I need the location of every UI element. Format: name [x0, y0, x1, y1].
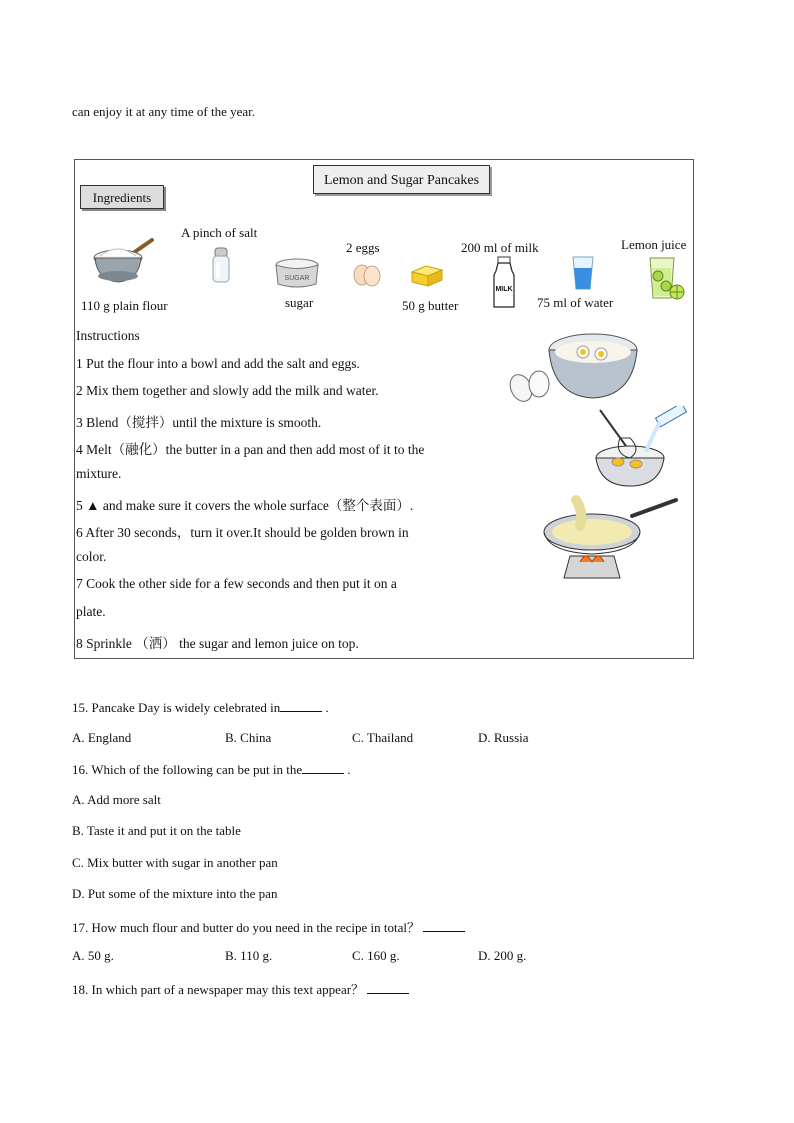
- option-d: D. Put some of the mixture into the pan: [72, 886, 278, 901]
- option-c: C. Mix butter with sugar in another pan: [72, 855, 278, 870]
- instruction-step: 4 Melt（融化）the butter in a pan and then add most of it to the: [76, 442, 425, 457]
- milk-bottle-icon: [490, 255, 518, 311]
- lemon-juice-icon: [644, 254, 686, 302]
- milk-label: 200 ml of milk: [461, 240, 539, 255]
- answer-blank[interactable]: [367, 981, 409, 994]
- instruction-step: 3 Blend（搅拌）until the mixture is smooth.: [76, 415, 322, 430]
- lemon-label: Lemon juice: [621, 237, 687, 252]
- answer-blank[interactable]: [302, 761, 344, 774]
- question-stem: 18. In which part of a newspaper may this text appear？: [72, 982, 365, 997]
- milk-bottle-text: MILK: [495, 286, 513, 293]
- question-stem: 17. How much flour and butter do you need in the recipe in total？: [72, 920, 421, 935]
- option-a: A. England: [72, 730, 132, 745]
- answer-blank[interactable]: [423, 919, 465, 932]
- question-stem: 15. Pancake Day is widely celebrated in: [72, 700, 281, 715]
- option-d: D. Russia: [478, 730, 529, 745]
- instruction-step: 5 ▲ and make sure it covers the whole surface（整个表面）.: [76, 498, 414, 513]
- water-label: 75 ml of water: [537, 295, 614, 310]
- sugar-jar-icon: [274, 256, 320, 290]
- intro-text: can enjoy it at any time of the year.: [72, 104, 256, 119]
- butter-label: 50 g butter: [402, 298, 459, 313]
- instructions-label: Instructions: [76, 328, 140, 343]
- instruction-step: plate.: [76, 604, 106, 619]
- sugar-label: sugar: [285, 295, 314, 310]
- question-17: [72, 917, 465, 936]
- question-16: [72, 761, 351, 778]
- question-end: .: [325, 700, 329, 715]
- answer-blank[interactable]: [280, 699, 322, 712]
- butter-icon: [408, 258, 446, 290]
- recipe-title: Lemon and Sugar Pancakes: [313, 165, 490, 194]
- instruction-step: 1 Put the flour into a bowl and add the salt and eggs.: [76, 356, 360, 371]
- sugar-jar-text: SUGAR: [284, 275, 310, 282]
- flour-bowl-icon: [92, 236, 156, 286]
- option-b: B. 110 g.: [225, 948, 273, 963]
- option-c: C. 160 g.: [352, 948, 400, 963]
- question-15: [72, 699, 329, 716]
- instruction-step: 2 Mix them together and slowly add the milk and water.: [76, 383, 379, 398]
- option-b: B. Taste it and put it on the table: [72, 823, 241, 838]
- frying-pan-illustration: [540, 492, 680, 590]
- question-18: [72, 979, 409, 998]
- salt-label: A pinch of salt: [181, 225, 258, 240]
- option-a: A. Add more salt: [72, 792, 161, 807]
- eggs-label: 2 eggs: [346, 240, 380, 255]
- eggs-icon: [352, 260, 382, 288]
- water-glass-icon: [570, 254, 596, 292]
- option-c: C. Thailand: [352, 730, 414, 745]
- question-stem: 16. Which of the following can be put in the: [72, 762, 303, 777]
- instruction-step: color.: [76, 549, 107, 564]
- mixing-bowl-eggs-illustration: [505, 328, 645, 408]
- option-b: B. China: [225, 730, 272, 745]
- option-d: D. 200 g.: [478, 948, 527, 963]
- option-a: A. 50 g.: [72, 948, 114, 963]
- flour-label: 110 g plain flour: [81, 298, 168, 313]
- ingredients-label: Ingredients: [80, 185, 164, 209]
- salt-shaker-icon: [210, 246, 232, 284]
- instruction-step: 6 After 30 seconds，turn it over.It should be golden brown in: [76, 525, 409, 540]
- instruction-step: mixture.: [76, 466, 122, 481]
- instruction-step: 8 Sprinkle （洒） the sugar and lemon juice on top.: [76, 636, 359, 651]
- instruction-step: 7 Cook the other side for a few seconds and then put it on a: [76, 576, 397, 591]
- question-end: .: [347, 762, 351, 777]
- whisk-milk-illustration: [590, 406, 694, 490]
